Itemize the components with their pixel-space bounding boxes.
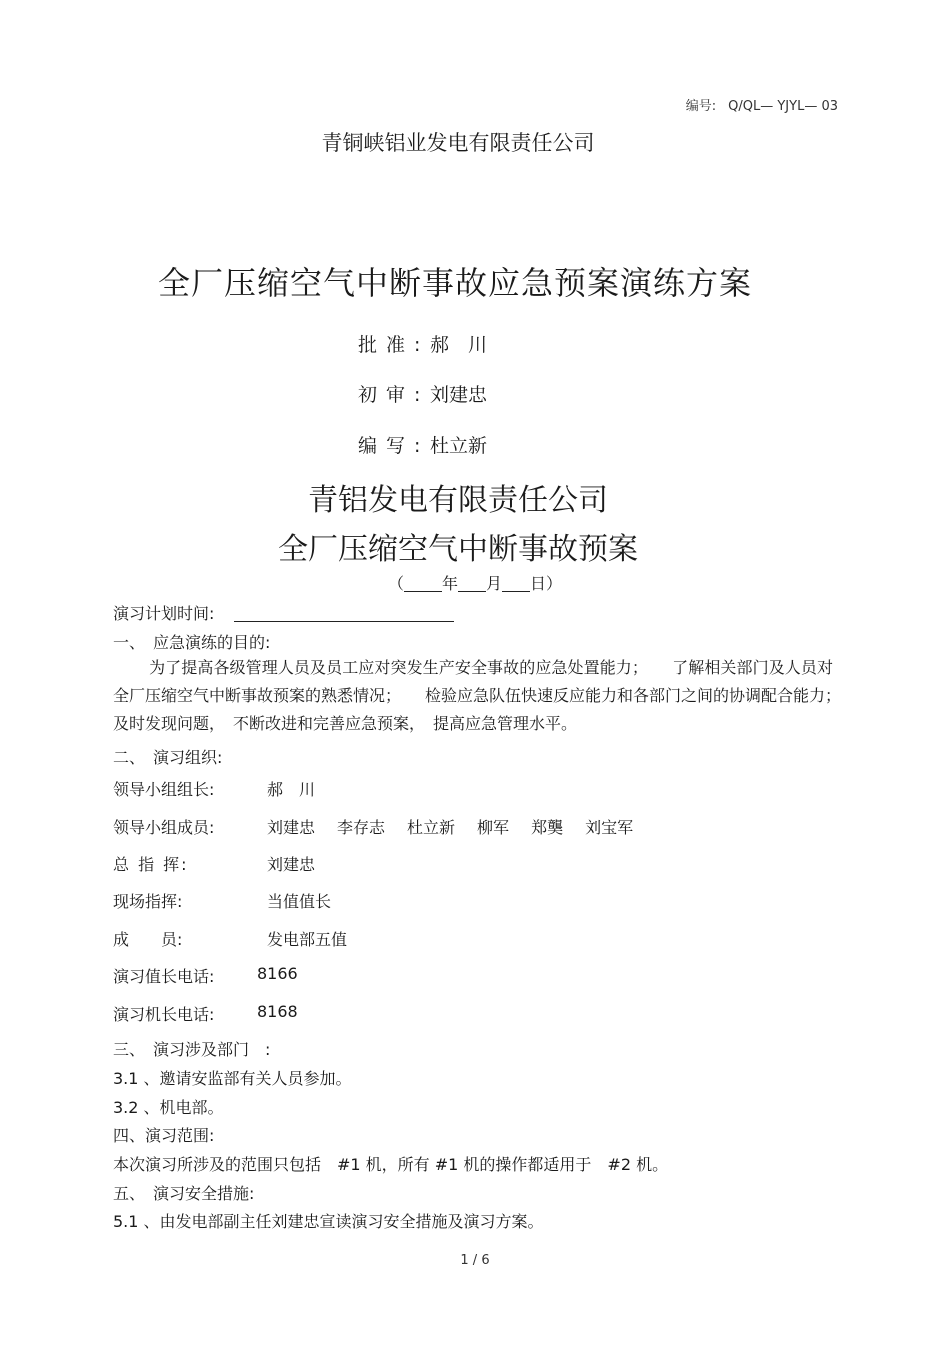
month-label: 月 bbox=[486, 574, 503, 593]
review-value: 刘建忠 bbox=[430, 384, 488, 406]
leader-label: 领导小组组长: bbox=[113, 780, 215, 799]
crew-label: 成 员: bbox=[113, 930, 183, 949]
member-name: 杜立新 bbox=[407, 818, 456, 837]
member-name: 柳军 bbox=[477, 818, 510, 837]
plan-time-blank bbox=[234, 605, 454, 622]
section-4-body: 本次演习所涉及的范围只包括 #1 机，所有 #1 机的操作都适用于 #2 机。 bbox=[113, 1155, 669, 1174]
year-blank bbox=[404, 575, 442, 592]
author-line bbox=[358, 431, 487, 458]
date-line bbox=[388, 571, 562, 594]
month-blank bbox=[458, 575, 486, 592]
year-label: 年 bbox=[442, 574, 459, 593]
shift-phone-value: 8166 bbox=[257, 964, 298, 983]
section-3-title: 三、 演习涉及部门 : bbox=[113, 1040, 271, 1059]
subtitle-company: 青铝发电有限责任公司 bbox=[308, 483, 608, 518]
approval-line bbox=[358, 330, 487, 357]
section-5-item-1: 5.1 、由发电部副主任刘建忠宣读演习安全措施及演习方案。 bbox=[113, 1212, 544, 1231]
site-commander-label: 现场指挥: bbox=[113, 892, 183, 911]
approval-label: 批准: bbox=[358, 334, 430, 356]
shift-phone-label: 演习值长电话: bbox=[113, 967, 215, 986]
company-name: 青铜峡铝业发电有限责任公司 bbox=[321, 131, 595, 155]
site-commander-value: 当值值长 bbox=[267, 892, 332, 911]
unit-phone-label: 演习机长电话: bbox=[113, 1005, 215, 1024]
section-5-title: 五、 演习安全措施: bbox=[113, 1184, 255, 1203]
members-label: 领导小组成员: bbox=[113, 818, 215, 837]
plan-time-label: 演习计划时间: bbox=[113, 604, 215, 623]
day-blank bbox=[502, 575, 530, 592]
day-label: 日） bbox=[530, 574, 563, 593]
date-open: （ bbox=[388, 574, 405, 593]
author-label: 编写: bbox=[358, 435, 430, 457]
section-4-title: 四、演习范围: bbox=[113, 1126, 215, 1145]
section-2-title: 二、 演习组织: bbox=[113, 748, 223, 767]
document-number-value: Q/QL— YJYL— 03 bbox=[728, 99, 838, 114]
subtitle-plan: 全厂压缩空气中断事故预案 bbox=[278, 532, 638, 567]
document-number bbox=[686, 95, 838, 114]
members-list bbox=[267, 815, 655, 838]
plan-time-line bbox=[113, 601, 454, 624]
section-1-title: 一、 应急演练的目的: bbox=[113, 633, 271, 652]
member-name: 刘建忠 bbox=[267, 818, 316, 837]
review-line bbox=[358, 380, 487, 407]
section-1-text: 为了提高各级管理人员及员工应对突发生产安全事故的应急处置能力； 了解相关部门及人员对全厂压缩空气中断事故预案的熟悉情况； 检验应急队伍快速反应能力和各部门之间的协调配合能力； 及时发现问题， 不断改进和完善应急预案， 提高应急管理水平。 bbox=[113, 658, 850, 733]
section-3-item-2: 3.2 、机电部。 bbox=[113, 1098, 224, 1117]
crew-value: 发电部五值 bbox=[267, 930, 348, 949]
approval-value: 郝 川 bbox=[430, 334, 488, 356]
member-name: 郑龑 bbox=[531, 818, 564, 837]
unit-phone-value: 8168 bbox=[257, 1002, 298, 1021]
section-3-item-1: 3.1 、邀请安监部有关人员参加。 bbox=[113, 1069, 352, 1088]
section-1-body bbox=[113, 654, 850, 738]
commander-value: 刘建忠 bbox=[267, 855, 316, 874]
page-number: 1 / 6 bbox=[460, 1253, 490, 1268]
page-title: 全厂压缩空气中断事故应急预案演练方案 bbox=[158, 264, 753, 302]
document-number-label: 编号: bbox=[685, 99, 717, 114]
member-name: 李存志 bbox=[337, 818, 386, 837]
review-label: 初审: bbox=[358, 384, 430, 406]
leader-value: 郝 川 bbox=[267, 780, 316, 799]
member-name: 刘宝军 bbox=[585, 818, 634, 837]
commander-label: 总 指 挥: bbox=[113, 855, 189, 874]
author-value: 杜立新 bbox=[430, 435, 488, 457]
